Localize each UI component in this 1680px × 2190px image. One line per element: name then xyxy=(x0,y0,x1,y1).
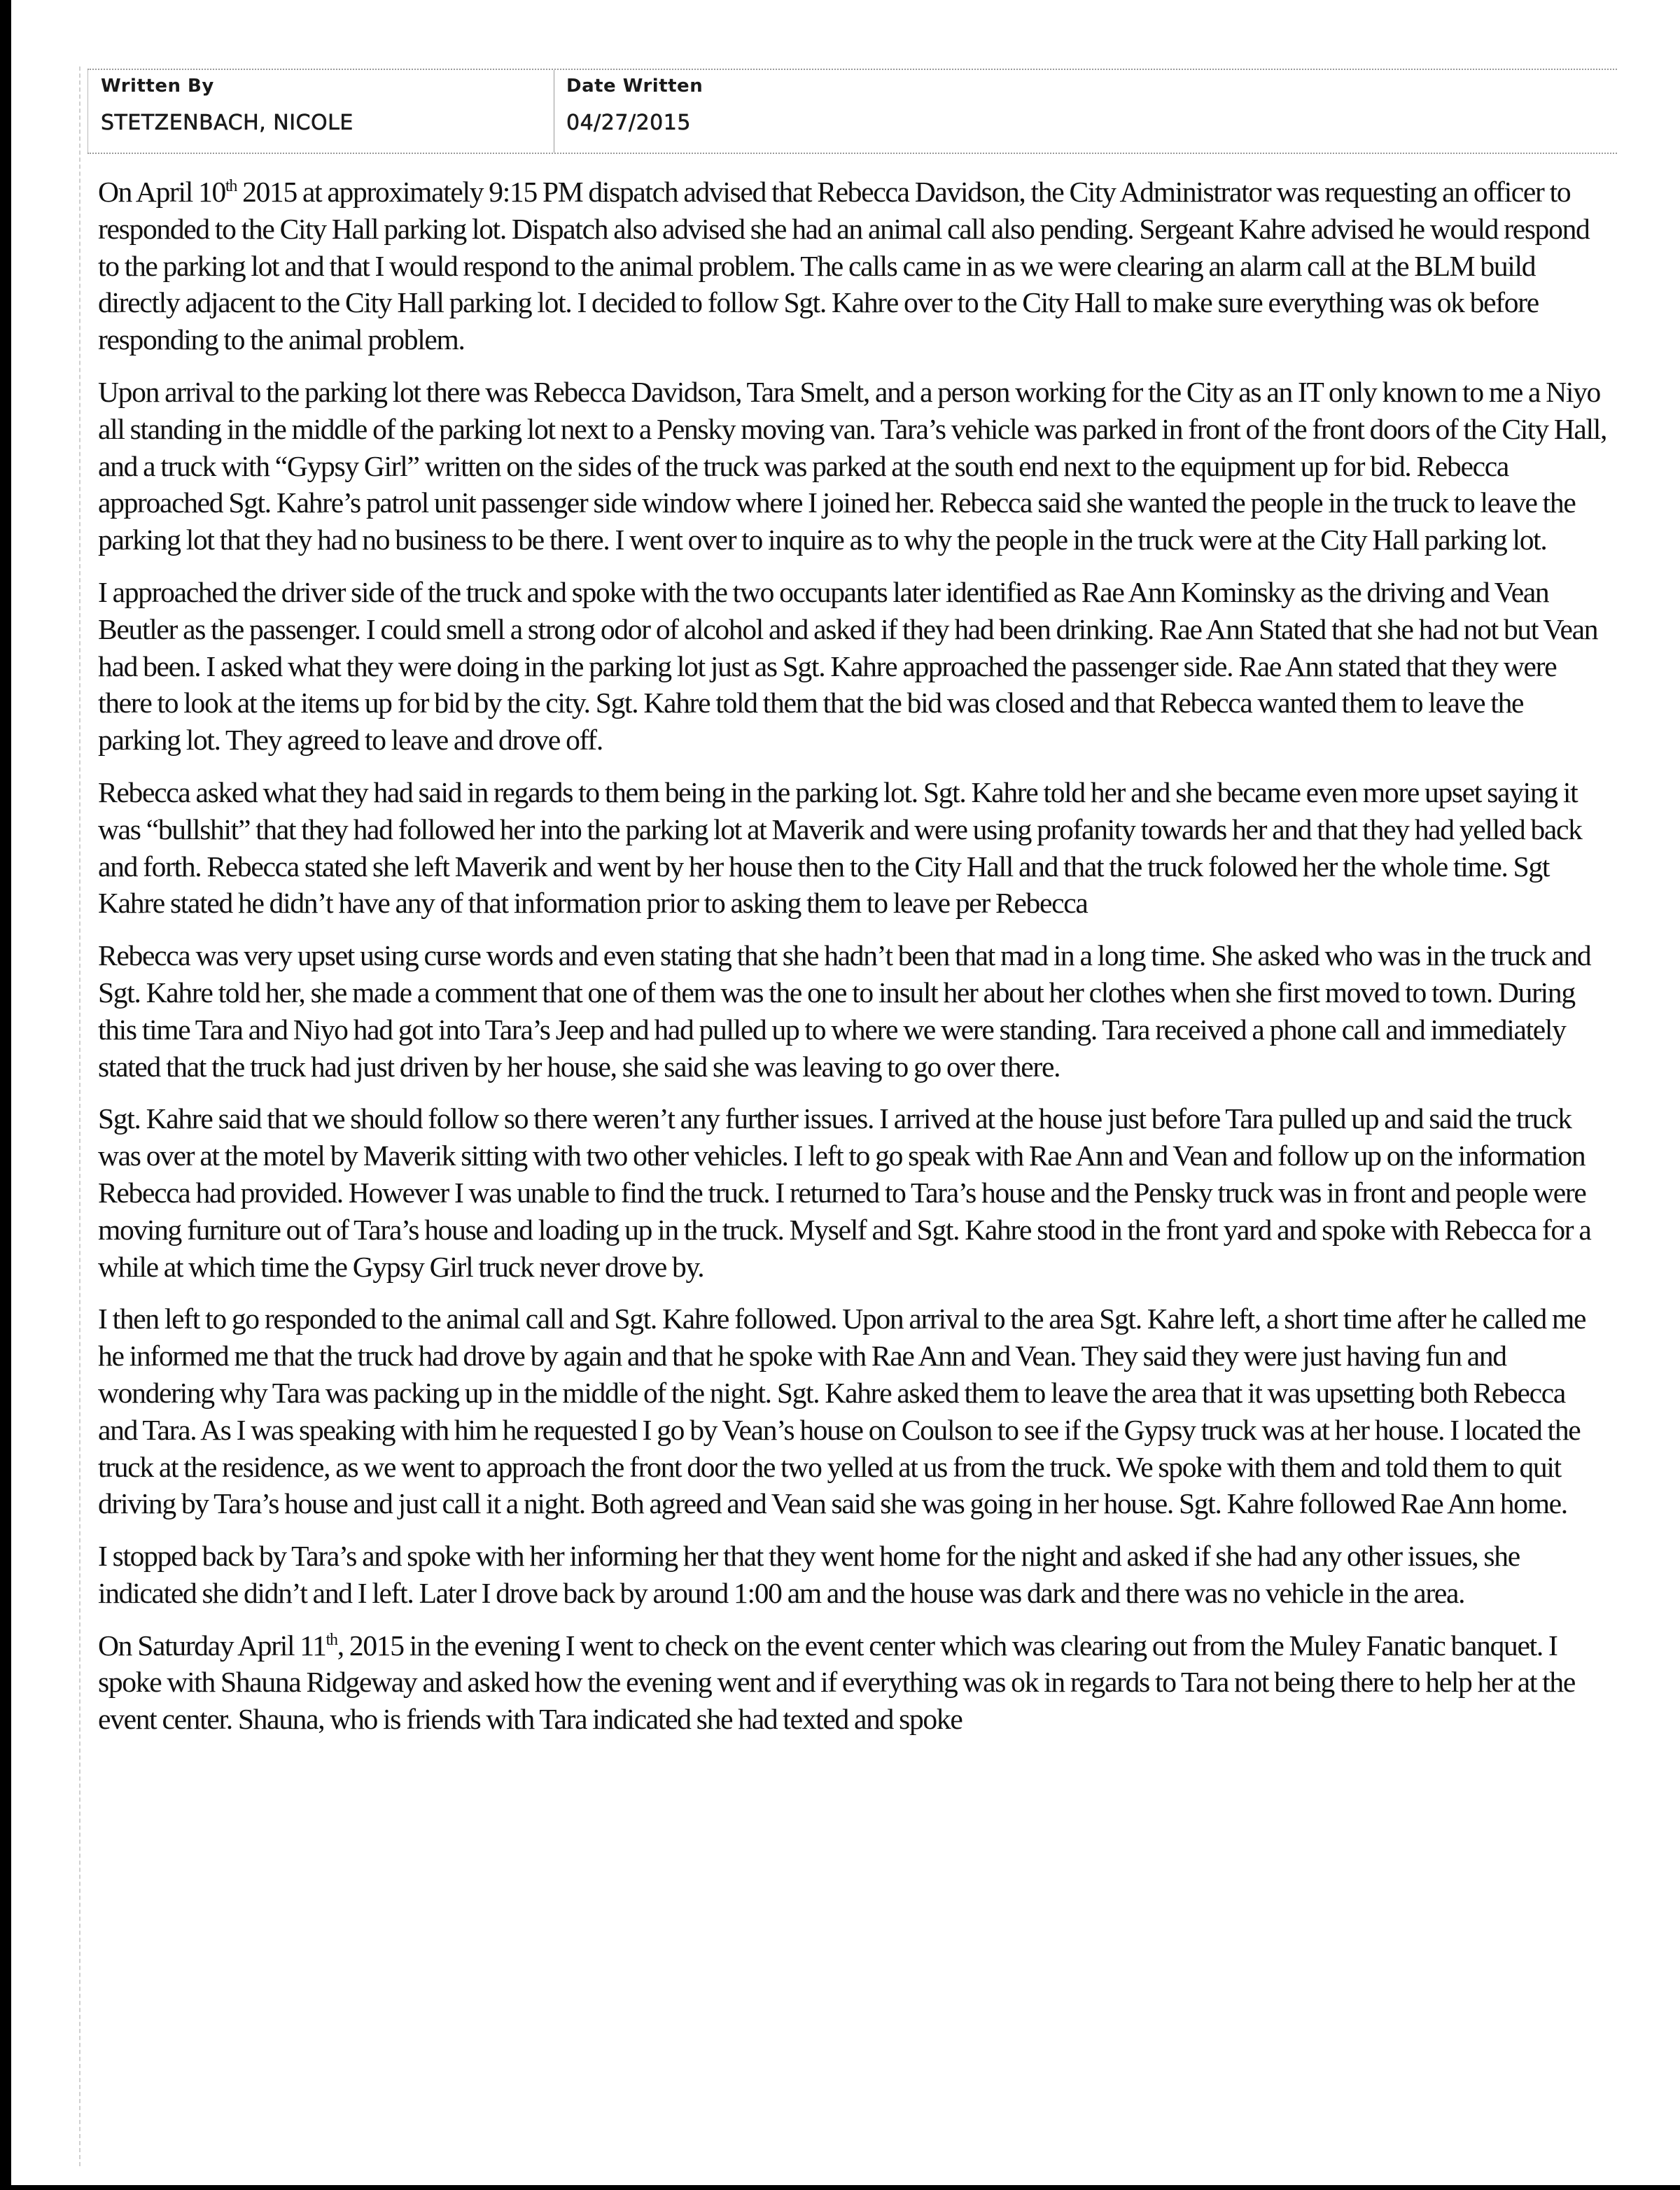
page-frame-border xyxy=(79,66,80,2166)
written-by-cell xyxy=(88,70,554,153)
scan-edge-bottom xyxy=(0,2185,1680,2190)
report-header xyxy=(88,69,1617,154)
date-written-cell xyxy=(554,70,1044,153)
p9-text-start: On Saturday April 11 xyxy=(98,1629,326,1662)
narrative-paragraph-2: Upon arrival to the parking lot there was Rebecca Davidson, Tara Smelt, and a person working for the City as an IT only known to me a Niyo all standing in the middle of the parking lot next to a Pensky moving van. Tara’s vehicle was parked in front of the front doors of the City Hall, and a truck with “Gypsy Girl” written on the sides of the truck was parked at the south end next to the equipment up for bid. Rebecca approached Sgt. Kahre’s patrol unit passenger side window where I joined her. Rebecca said she wanted the people in the truck to leave the parking lot that they had no business to be there. I went over to inquire as to why the people in the truck were at the City Hall parking lot. xyxy=(98,375,1607,556)
narrative-paragraph-1 xyxy=(98,174,1610,358)
narrative-paragraph-6: Sgt. Kahre said that we should follow so there weren’t any further issues. I arrived at the house just before Tara pulled up and said the truck was over at the motel by Maverik sitting with two other vehicles. I left to go speak with Rae Ann and Vean and follow up on the information Rebecca had provided. However I was unable to find the truck. I returned to Tara’s house and the Pensky truck was in front and people were moving furniture out of Tara’s house and loading up in the truck. Myself and Sgt. Kahre stood in the front yard and spoke with Rebecca for a while at which time the Gypsy Girl truck never drove by. xyxy=(98,1102,1591,1283)
report-narrative xyxy=(98,174,1610,1753)
narrative-paragraph-4: Rebecca asked what they had said in regards to them being in the parking lot. Sgt. Kahre told her and she became even more upset saying it was “bullshit” that they had followed her into the parking lot at Maverik and were using profanity towards her and that they had yelled back and forth. Rebecca stated she left Maverik and went by her house then to the City Hall and that the truck folowed her the whole time. Sgt Kahre stated he didn’t have any of that information prior to asking them to leave per Rebecca xyxy=(98,775,1582,920)
p9-text-rest: , 2015 in the evening I went to check on the event center which was clearing out from the Muley Fanatic banquet. I spoke with Shauna Ridgeway and asked how the evening went and if everything was ok in regards to Tara not being there to help her at the event center. Shauna, who is friends with Tara indicated she had texted and spoke xyxy=(98,1629,1575,1736)
written-by-label: Written By xyxy=(101,76,214,97)
p1-ordinal-suffix: th xyxy=(225,177,237,196)
narrative-paragraph-7: I then left to go responded to the animal call and Sgt. Kahre followed. Upon arrival to the area Sgt. Kahre left, a short time after he called me he informed me that the truck had drove by again and that he spoke with Rae Ann and Vean. They said they were just having fun and wondering why Tara was packing up in the middle of the night. Sgt. Kahre asked them to leave the area that it was upsetting both Rebecca and Tara. As I was speaking with him he requested I go by Vean’s house on Coulson to see if the Gypsy truck was at her house. I located the truck at the residence, as we went to approach the front door the two yelled at us from the truck. We spoke with them and told them to quit driving by Tara’s house and just call it a night. Both agreed and Vean said she was going in her house. Sgt. Kahre followed Rae Ann home. xyxy=(98,1303,1586,1520)
date-written-value: 04/27/2015 xyxy=(566,111,691,135)
p9-ordinal-suffix: th xyxy=(326,1630,337,1649)
p1-text-rest: 2015 at approximately 9:15 PM dispatch advised that Rebecca Davidson, the City Administrator was requesting an officer to responded to the City Hall parking lot. Dispatch also advised she had an animal call also pending. Sergeant Kahre advised he would respond to the parking lot and that I would respond to the animal problem. The calls came in as we were clearing an alarm call at the BLM build directly adjacent to the City Hall parking lot. I decided to follow Sgt. Kahre over to the City Hall to make sure everything was ok before responding to the animal problem. xyxy=(98,176,1590,356)
narrative-paragraph-8: I stopped back by Tara’s and spoke with her informing her that they went home for the night and asked if she had any other issues, she indicated she didn’t and I left. Later I drove back by around 1:00 am and the house was dark and there was no vehicle in the area. xyxy=(98,1540,1520,1609)
narrative-paragraph-5: Rebecca was very upset using curse words and even stating that she hadn’t been that mad in a long time. She asked who was in the truck and Sgt. Kahre told her, she made a comment that one of them was the one to insult her about her clothes when she first moved to town. During this time Tara and Niyo had got into Tara’s Jeep and had pulled up to where we were standing. Tara received a phone call and immediately stated that the truck had just driven by her house, she said she was leaving to go over there. xyxy=(98,939,1591,1083)
written-by-value: STETZENBACH, NICOLE xyxy=(101,111,354,135)
narrative-paragraph-9 xyxy=(98,1627,1610,1738)
narrative-paragraph-3: I approached the driver side of the truck and spoke with the two occupants later identified as Rae Ann Kominsky as the driving and Vean Beutler as the passenger. I could smell a strong odor of alcohol and asked if they had been drinking. Rae Ann Stated that she had not but Vean had been. I asked what they were doing in the parking lot just as Sgt. Kahre approached the passenger side. Rae Ann stated that they were there to look at the items up for bid by the city. Sgt. Kahre told them that the bid was closed and that Rebecca wanted them to leave the parking lot. They agreed to leave and drove off. xyxy=(98,575,1598,757)
p1-text-start: On April 10 xyxy=(98,176,225,208)
scan-edge-left xyxy=(0,0,11,2190)
date-written-label: Date Written xyxy=(566,76,704,97)
